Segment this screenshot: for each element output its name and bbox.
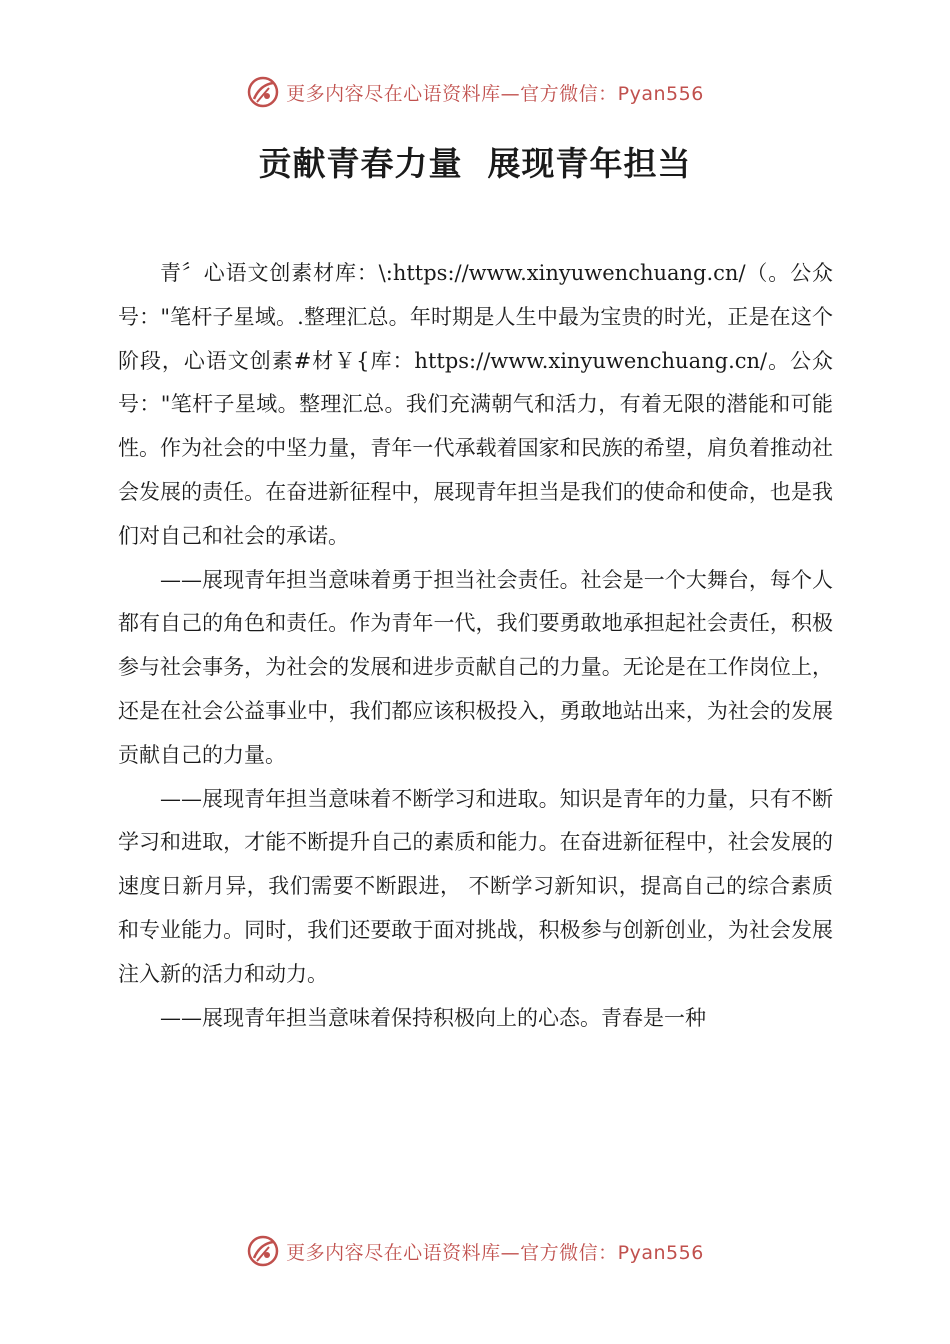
paragraph: ——展现青年担当意味着勇于担当社会责任。社会是一个大舞台，每个人都有自己的角色和责任。作为青年一代，我们要勇敢地承担起社会责任，积极参与社会事务，为社会的发展和进步贡献自己的力量。无论是在工作岗位上，还是在社会公益事业中，我们都应该积极投入，勇敢地站出来，为社会的发展贡献自己的力量。 bbox=[118, 567, 833, 767]
paragraph: ——展现青年担当意味着保持积极向上的心态。青春是一种 bbox=[160, 1005, 706, 1030]
paragraph: ——展现青年担当意味着不断学习和进取。知识是青年的力量，只有不断学习和进取，才能不断提升自己的素质和能力。在奋进新征程中，社会发展的速度日新月异，我们需要不断跟进， 不断学习新知识，提高自己的综合素质和专业能力。同时，我们还要敢于面对挑战，积极参与创新创业，为社会发展注入新的活力和动力。 bbox=[118, 786, 833, 986]
header-banner-text: 更多内容尽在心语资料库—官方微信：Pyan556 bbox=[286, 82, 704, 105]
document-body bbox=[118, 252, 833, 1040]
document-title: 贡献青春力量 展现青年担当 bbox=[258, 144, 692, 183]
logo-icon bbox=[246, 1234, 280, 1268]
footer-banner-text: 更多内容尽在心语资料库—官方微信：Pyan556 bbox=[286, 1241, 704, 1264]
header-banner bbox=[0, 72, 950, 112]
footer-banner bbox=[0, 1231, 950, 1271]
paragraph: 青〞心语文创素材库：\:https://www.xinyuwenchuang.cn/（。公众号："笔杆子星域。.整理汇总。年时期是人生中最为宝贵的时光，正是在这个阶段，心语文创素#材￥{库：https://www.xinyuwenchuang.cn/。公众号："笔杆子星域。整理汇总。我们充满朝气和活力，有着无限的潜能和可能性。作为社会的中坚力量，青年一代承载着国家和民族的希望，肩负着推动社会发展的责任。在奋进新征程中，展现青年担当是我们的使命和使命，也是我们对自己和社会的承诺。 bbox=[118, 261, 833, 548]
logo-icon bbox=[246, 75, 280, 109]
